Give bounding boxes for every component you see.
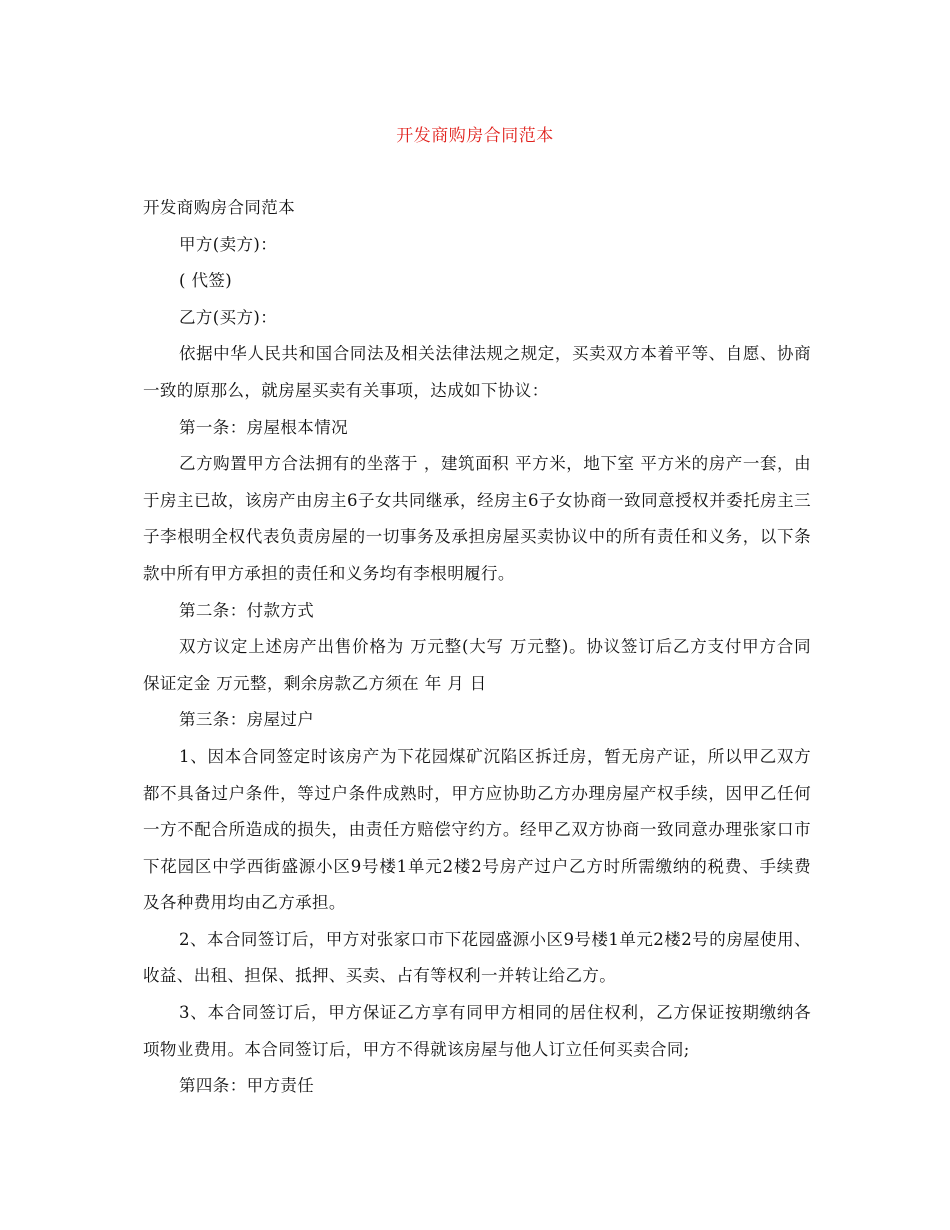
article-3-clause-3: 3、本合同签订后，甲方保证乙方享有同甲方相同的居住权利，乙方保证按期缴纳各项物业费用。本合同签订后，甲方不得就该房屋与他人订立任何买卖合同;: [143, 1003, 811, 1059]
article-3-clause-1: 1、因本合同签定时该房产为下花园煤矿沉陷区拆迁房，暂无房产证，所以甲乙双方都不具备过户条件，等过户条件成熟时，甲方应协助乙方办理房屋产权手续，因甲乙任何一方不配合所造成的损失，由责任方赔偿守约方。经甲乙双方协商一致同意办理张家口市下花园区中学西街盛源小区9号楼1单元2楼2号房产过户乙方时所需缴纳的税费、手续费及各种费用均由乙方承担。: [143, 746, 811, 913]
paragraph-preamble: 依据中华人民共和国合同法及相关法律法规之规定，买卖双方本着平等、自愿、协商一致的原那么，就房屋买卖有关事项，达成如下协议：: [143, 344, 811, 400]
paragraph-proxy-sign: ( 代签): [179, 271, 233, 291]
article-2-heading: 第二条：付款方式: [179, 600, 315, 620]
paragraph-party-b: 乙方(买方)：: [179, 307, 278, 327]
paragraph-heading: 开发商购房合同范本: [143, 198, 296, 217]
article-1-heading: 第一条：房屋根本情况: [179, 417, 348, 437]
article-1-body: 乙方购置甲方合法拥有的坐落于 ，建筑面积 平方米，地下室 平方米的房产一套，由于房主已故，该房产由房主6子女共同继承，经房主6子女协商一致同意授权并委托房主三子李根明全权代表负责房屋的一切事务及承担房屋买卖协议中的所有责任和义务，以下条款中所有甲方承担的责任和义务均有李根明履行。: [143, 454, 811, 583]
paragraph-party-a: 甲方(卖方)：: [179, 234, 278, 254]
article-3-clause-2: 2、本合同签订后，甲方对张家口市下花园盛源小区9号楼1单元2楼2号的房屋使用、收益、出租、担保、抵押、买卖、占有等权利一并转让给乙方。: [143, 929, 811, 986]
article-2-body: 双方议定上述房产出售价格为 万元整(大写 万元整)。协议签订后乙方支付甲方合同保证定金 万元整，剩余房款乙方须在 年 月 日: [143, 637, 811, 693]
document-body: [143, 190, 811, 1105]
document-title: 开发商购房合同范本: [396, 126, 554, 146]
article-3-heading: 第三条：房屋过户: [179, 710, 315, 730]
article-4-heading: 第四条：甲方责任: [179, 1076, 315, 1096]
